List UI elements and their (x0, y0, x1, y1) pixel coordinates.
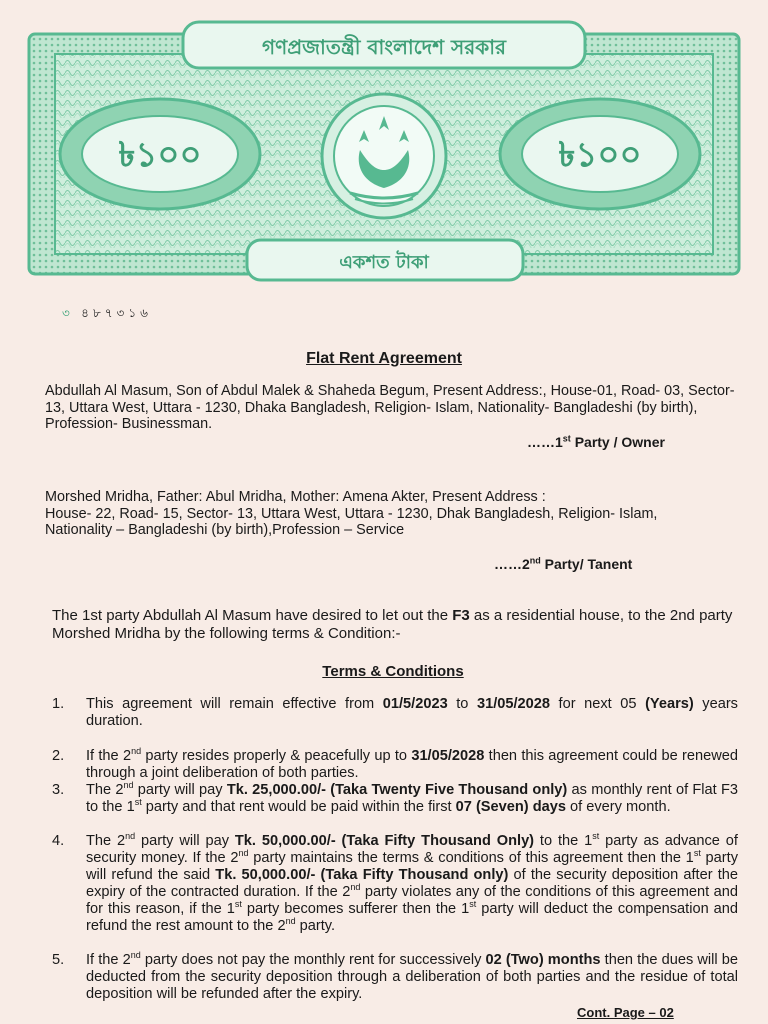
clause-text: If the 2nd party resides properly & peacefully up to 31/05/2028 then this agreement could be renewed through a joint deliberation of both parties. (86, 746, 738, 781)
clause-text: This agreement will remain effective from 01/5/2023 to 31/05/2028 for next 05 (Years) years duration. (86, 696, 738, 729)
clause-4 (52, 833, 738, 935)
clause-number: 3. (52, 782, 65, 798)
serial-digits: ৪৮৭৩১৬ (81, 306, 152, 320)
national-emblem-icon (322, 94, 446, 218)
party-1-label: ……1st Party / Owner (527, 433, 665, 450)
party-2-label: ……2nd Party/ Tanent (494, 555, 633, 572)
stamp-amount-words: একশত টাকা (339, 252, 429, 273)
clause-3 (52, 782, 738, 816)
clause-number: 4. (52, 833, 65, 849)
continuation-note: Cont. Page – 02 (577, 1005, 674, 1020)
stamp-header-text: গণপ্রজাতন্ত্রী বাংলাদেশ সরকার (262, 35, 506, 59)
clause-number: 5. (52, 952, 65, 968)
party-1-details: Abdullah Al Masum, Son of Abdul Malek & Shaheda Begum, Present Address:, House-01, Road- 03, Sector- 13, Uttara West, Uttara - 1230, Dhaka Bangladesh, Religion- Islam, Nationality- Bangladeshi (by birth), Profession- Businessman. (45, 383, 735, 432)
party-2-details (45, 489, 745, 539)
clause-text: The 2nd party will pay Tk. 25,000.00/- (Taka Twenty Five Thousand only) as monthly rent of Flat F3 to the 1st party and that rent would be paid within the first 07 (Seven) days of every month. (86, 780, 738, 815)
clause-2 (52, 748, 738, 782)
party-2-line: Morshed Mridha, Father: Abul Mridha, Mother: Amena Akter, Present Address : (45, 489, 546, 505)
intro-paragraph: The 1st party Abdullah Al Masum have desired to let out the F3 as a residential house, to the 2nd party Morshed Mridha by the following terms & Condition:- (52, 607, 733, 642)
party-2-line: House- 22, Road- 15, Sector- 13, Uttara West, Uttara - 1230, Dhak Bangladesh, Religion- Islam, (45, 505, 658, 522)
party-2-line: Nationality – Bangladeshi (by birth),Profession – Service (45, 522, 405, 538)
clause-number: 1. (52, 696, 65, 712)
clause-1 (52, 696, 738, 730)
clause-text: The 2nd party will pay Tk. 50,000.00/- (Taka Fifty Thousand Only) to the 1st party as advance of security money. If the 2nd party maintains the terms & conditions of this agreement then the 1st party will refund the said Tk. 50,000.00/- (Taka Fifty Thousand only) of the security deposition after the expiry of the contracted duration. If the 2nd party violates any of the conditions of this agreement and for this reason, if the 1st party becomes sufferer then the 1st party will deduct the compensation and refund the rest amount to the 2nd party. (86, 831, 739, 934)
stamp-value-left: ৳১০০ (118, 135, 202, 175)
stamp-serial-number (62, 305, 152, 325)
serial-prefix: ৩ (62, 306, 74, 320)
clause-text: If the 2nd party does not pay the monthly rent for successively 02 (Two) months then the dues will be deducted from the security deposition through a deliberation of both parties and the residue of total deposition will be refunded after the expiry. (86, 950, 739, 1002)
clause-5 (52, 952, 738, 1003)
document-title: Flat Rent Agreement (306, 350, 462, 367)
stamp-banner (25, 18, 743, 288)
clause-number: 2. (52, 748, 65, 764)
terms-heading: Terms & Conditions (322, 663, 464, 680)
stamp-value-right: ৳১০০ (558, 135, 642, 175)
